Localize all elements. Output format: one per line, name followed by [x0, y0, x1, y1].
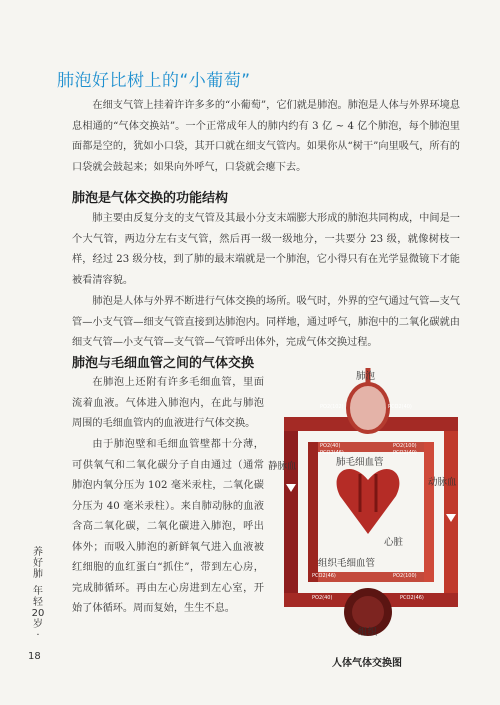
arterial-channel-right [444, 417, 458, 607]
sidebar-char: 年 [33, 586, 43, 597]
label-po2-bottom-right: PO2(100) [393, 573, 417, 579]
sidebar-char: 20 [31, 608, 45, 619]
section1-paragraph-1: 肺主要由反复分支的支气管及其最小分支末端膨大形成的肺泡共同构成，中间是一个大气管，两边分左右支气管，然后再一级一级地分，一共要分 23 级，就像树枝一样，经过 23 级分枝，到了肺的最末端就是一个肺泡，它小得只有在光学显微镜下才能被看清容貌。 [72, 213, 460, 286]
gas-exchange-diagram [268, 362, 468, 647]
section1-paragraph-2: 肺泡是人体与外界不断进行气体交换的场所。吸气时，外界的空气通过气管—支气管—小支气管—细支气管直接到达肺泡内。同样地，通过呼气，肺泡中的二氧化碳就由细支气管—小支气管—支气管—气管呼出体外，完成气体交换过程。 [72, 296, 460, 348]
label-alveolus: 肺泡 [356, 371, 376, 382]
label-tissue-capillary: 组织毛细血管 [318, 558, 376, 569]
label-tissue-po2: PO2(40) [312, 595, 333, 601]
gas-exchange-svg [268, 362, 468, 647]
label-arterial-blood: 动脉血 [428, 477, 457, 488]
label-heart: 心脏 [384, 537, 404, 548]
section2-paragraph-1: 在肺泡上还附有许多毛细血管，里面流着血液。气体进入肺泡内，在此与肺泡周围的毛细血管内的血液进行气体交换。 [72, 377, 264, 429]
capillary-band-left [308, 442, 318, 582]
label-pco2-bottom-left: PCO2(46) [312, 573, 336, 579]
label-po2-top: PO2(102) [320, 404, 344, 410]
label-pulmonary-capillary: 肺毛细血管 [336, 457, 384, 468]
main-heading: 肺泡好比树上的“小葡萄” [57, 71, 251, 91]
sidebar-char: 岁 [33, 619, 43, 630]
sidebar-char: 轻 [33, 597, 43, 608]
section1-title: 肺泡是气体交换的功能结构 [72, 191, 229, 206]
intro-paragraph: 在细支气管上挂着许许多多的“小葡萄”，它们就是肺泡。肺泡是人体与外界环境息息相通的“气体交换站”。一个正常成年人的肺内约有 3 亿 ~ 4 亿个肺泡，每个肺泡里面都是空的，犹如小口袋，其开口就在细支气管内。如果你从“树干”向里吸气，所有的口袋就会鼓起来；如果向外呼气，口袋就会瘪下去。 [72, 100, 460, 173]
page-number: 18 [28, 651, 41, 662]
sidebar-char: · [36, 630, 40, 641]
venous-channel-left [284, 417, 298, 607]
diagram-caption: 人体气体交换图 [332, 658, 402, 669]
capillary-band-right [424, 442, 434, 582]
sidebar-char: 养 [33, 547, 43, 558]
section2-title: 肺泡与毛细血管之间的气体交换 [72, 356, 255, 371]
sidebar-char: 好 [33, 558, 43, 569]
label-pco2-right: PCO2(40) [393, 450, 417, 456]
sidebar-char: 肺 [33, 569, 43, 580]
label-tissue-pco2: PCO2(46) [400, 595, 424, 601]
label-pco2-left: PCO2(46) [320, 450, 344, 456]
heart-icon [337, 469, 400, 534]
label-venous-blood: 静脉血 [268, 461, 297, 472]
alveolus-icon [348, 384, 388, 432]
label-po2-left: PO2(40) [320, 443, 341, 449]
sidebar-title [30, 547, 46, 641]
label-tissue: 组织 [358, 627, 378, 638]
label-po2-right: PO2(100) [393, 443, 417, 449]
label-pco2-top: PCO2(40) [388, 404, 412, 410]
section2-paragraph-2: 由于肺泡壁和毛细血管壁都十分薄，可供氧气和二氧化碳分子自由通过（通常肺泡内氧分压为 102 毫米汞柱，二氧化碳分压为 40 毫米汞柱）。来自肺动脉的血液含高二氧化碳，二氧化碳进入肺泡，呼出体外；而吸入肺泡的新鲜氧气进入血液被红细胞的血红蛋白“抓住”，带到左心房，完成肺循环。再由左心房进到左心室，开始了体循环。周而复始，生生不息。 [72, 439, 264, 614]
